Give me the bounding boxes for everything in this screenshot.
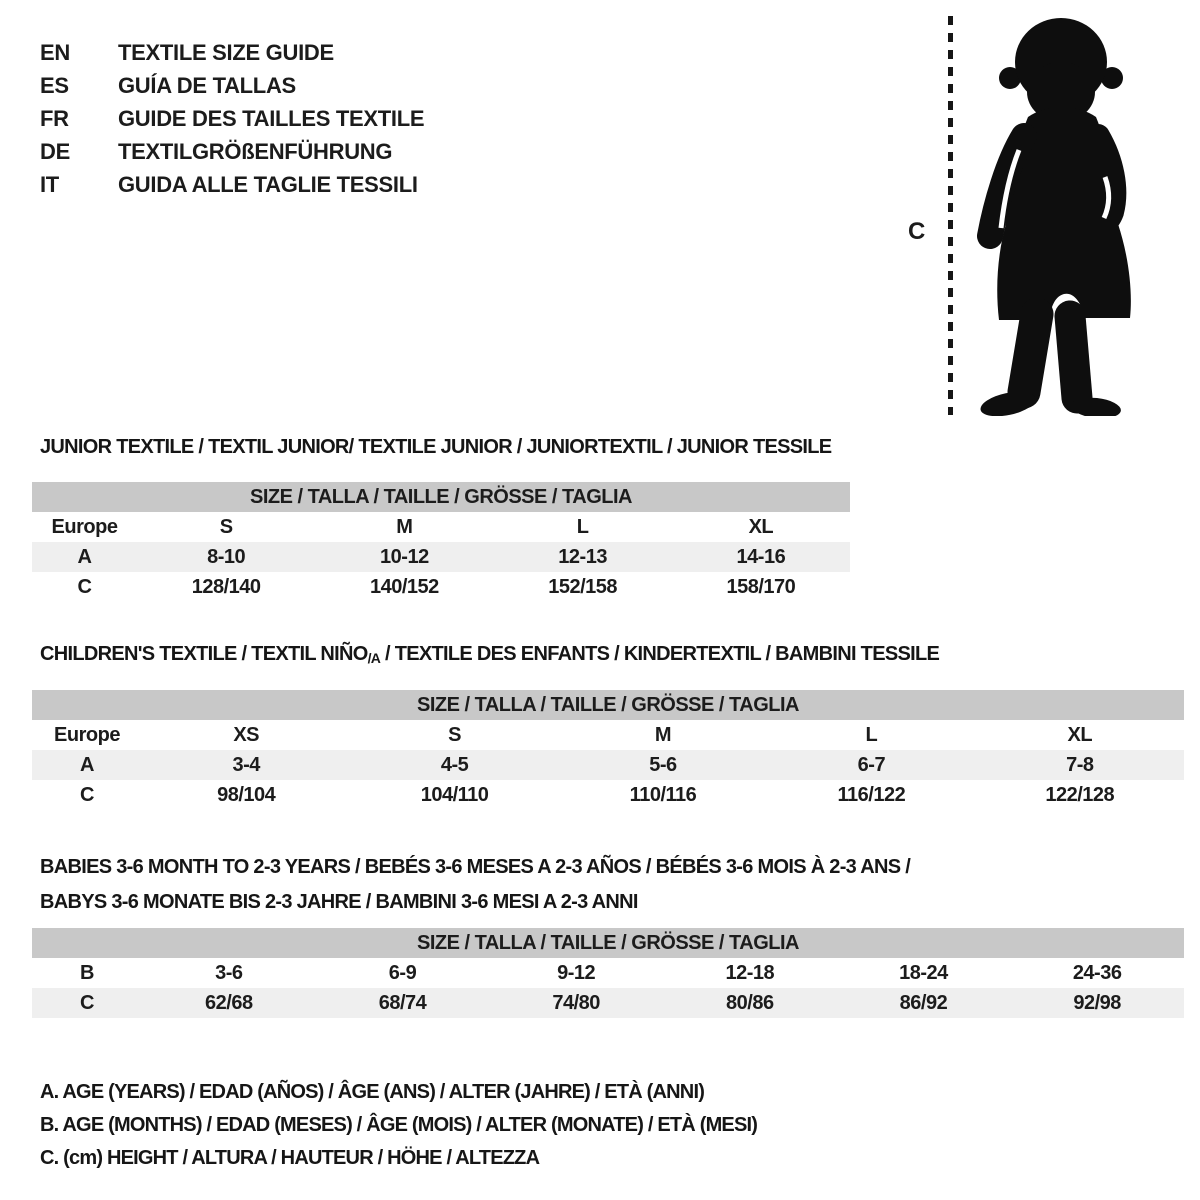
- lang-code: EN: [40, 40, 70, 65]
- value-cell: 18-24: [899, 961, 948, 984]
- value-cell: 98/104: [217, 783, 276, 806]
- children-title-suffix: / TEXTILE DES ENFANTS / KINDERTEXTIL / BAMBINI TESSILE: [380, 643, 940, 665]
- lang-title: GUIDA ALLE TAGLIE TESSILI: [118, 172, 418, 197]
- value-cell: 140/152: [369, 575, 439, 598]
- value-cell: 86/92: [837, 988, 1011, 1018]
- table-header-row: [32, 928, 1184, 958]
- value-cell: 4-5: [350, 750, 558, 780]
- value-cell: 12-13: [494, 542, 672, 572]
- babies-title-line1: BABIES 3-6 MONTH TO 2-3 YEARS / BEBÉS 3-6 MESES A 2-3 AÑOS / BÉBÉS 3-6 MOIS À 2-3 ANS /: [40, 856, 911, 878]
- value-cell: 62/68: [142, 988, 316, 1018]
- lang-title: GUIDE DES TAILLES TEXTILE: [118, 106, 425, 131]
- value-cell: 8-10: [137, 542, 315, 572]
- children-section-title: [40, 643, 939, 666]
- value-cell: 128/140: [191, 575, 261, 598]
- lang-row-es: [40, 73, 424, 106]
- table-header-row: [32, 690, 1184, 720]
- table-row: [32, 750, 1184, 780]
- value-cell: XS: [233, 723, 260, 746]
- lang-code: FR: [40, 106, 69, 131]
- table-row: [32, 512, 850, 542]
- legend: [40, 1076, 757, 1175]
- lang-row-it: [40, 172, 424, 205]
- value-cell: 9-12: [557, 961, 596, 984]
- legend-line-b: B. AGE (MONTHS) / EDAD (MESES) / ÂGE (MOIS) / ALTER (MONATE) / ETÀ (MESI): [40, 1114, 758, 1136]
- value-cell: XL: [748, 515, 774, 538]
- value-cell: 158/170: [726, 575, 796, 598]
- value-cell: L: [576, 515, 589, 538]
- value-cell: 122/128: [1045, 783, 1115, 806]
- table-row: [32, 542, 850, 572]
- table-row: [32, 572, 850, 602]
- value-cell: 6-7: [767, 750, 975, 780]
- height-marker-label: C: [908, 218, 926, 245]
- size-header-cell: SIZE / TALLA / TAILLE / GRÖSSE / TAGLIA: [32, 690, 1184, 720]
- value-cell: 3-4: [142, 750, 350, 780]
- lang-code: IT: [40, 172, 59, 197]
- height-dashed-line: [948, 16, 953, 415]
- baby-silhouette-icon: [958, 14, 1143, 416]
- value-cell: 10-12: [315, 542, 493, 572]
- value-cell: 68/74: [316, 988, 490, 1018]
- legend-line-c: C. (cm) HEIGHT / ALTURA / HAUTEUR / HÖHE / ALTEZZA: [40, 1147, 540, 1169]
- value-cell: 110/116: [629, 783, 697, 806]
- lang-row-en: [40, 40, 424, 73]
- legend-line-a: A. AGE (YEARS) / EDAD (AÑOS) / ÂGE (ANS) / ALTER (JAHRE) / ETÀ (ANNI): [40, 1081, 705, 1103]
- value-cell: 14-16: [672, 542, 850, 572]
- lang-title: GUÍA DE TALLAS: [118, 73, 296, 98]
- value-cell: 12-18: [725, 961, 775, 984]
- children-title-prefix: CHILDREN'S TEXTILE / TEXTIL NIÑO: [40, 643, 368, 665]
- babies-section-title: [40, 850, 910, 920]
- value-cell: 7-8: [976, 750, 1184, 780]
- lang-title: TEXTILGRÖßENFÜHRUNG: [118, 139, 393, 164]
- row-label-cell: C: [32, 988, 142, 1018]
- value-cell: 74/80: [489, 988, 663, 1018]
- value-cell: 80/86: [663, 988, 837, 1018]
- children-title-subscript: /A: [367, 650, 381, 666]
- size-header-cell: SIZE / TALLA / TAILLE / GRÖSSE / TAGLIA: [32, 928, 1184, 958]
- lang-row-de: [40, 139, 424, 172]
- value-cell: 116/122: [837, 783, 906, 806]
- babies-size-table: [32, 928, 1184, 1018]
- table-row: [32, 780, 1184, 810]
- table-header-row: [32, 482, 850, 512]
- row-label-cell: C: [80, 783, 94, 806]
- value-cell: 92/98: [1010, 988, 1184, 1018]
- lang-row-fr: [40, 106, 424, 139]
- value-cell: 104/110: [420, 783, 489, 806]
- value-cell: M: [396, 515, 413, 538]
- value-cell: M: [654, 723, 672, 746]
- lang-code: DE: [40, 139, 70, 164]
- row-label-cell: Europe: [54, 723, 120, 746]
- table-row: [32, 720, 1184, 750]
- value-cell: 5-6: [559, 750, 767, 780]
- table-row: [32, 958, 1184, 988]
- value-cell: 6-9: [388, 961, 417, 984]
- table-row: [32, 988, 1184, 1018]
- junior-size-table: [32, 482, 850, 602]
- value-cell: L: [865, 723, 878, 746]
- row-label-cell: C: [77, 575, 92, 598]
- value-cell: XL: [1067, 723, 1093, 746]
- row-label-cell: B: [80, 961, 94, 984]
- value-cell: S: [448, 723, 461, 746]
- row-label-cell: A: [32, 750, 142, 780]
- size-header-cell: SIZE / TALLA / TAILLE / GRÖSSE / TAGLIA: [32, 482, 850, 512]
- lang-code: ES: [40, 73, 69, 98]
- row-label-cell: Europe: [51, 515, 118, 538]
- babies-title-line2: BABYS 3-6 MONATE BIS 2-3 JAHRE / BAMBINI 3-6 MESI A 2-3 ANNI: [40, 891, 638, 913]
- row-label-cell: A: [32, 542, 137, 572]
- value-cell: S: [219, 515, 233, 538]
- junior-section-title: JUNIOR TEXTILE / TEXTIL JUNIOR/ TEXTILE JUNIOR / JUNIORTEXTIL / JUNIOR TESSILE: [40, 436, 832, 458]
- lang-title: TEXTILE SIZE GUIDE: [118, 40, 334, 65]
- language-title-list: [40, 40, 424, 205]
- value-cell: 3-6: [215, 961, 243, 984]
- value-cell: 24-36: [1072, 961, 1122, 984]
- value-cell: 152/158: [548, 575, 618, 598]
- children-size-table: [32, 690, 1184, 810]
